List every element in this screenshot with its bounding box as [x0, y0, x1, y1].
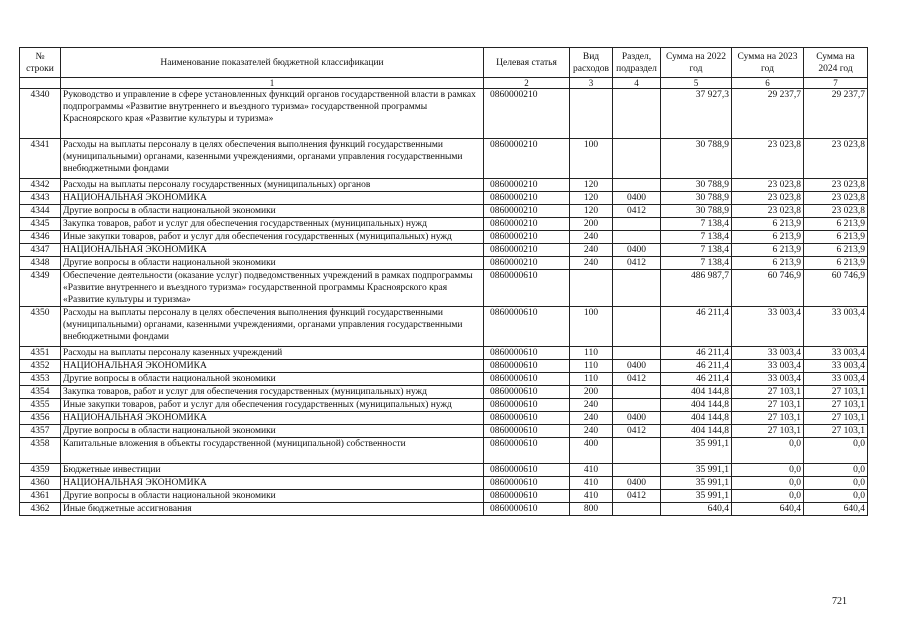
indicator-name: Другие вопросы в области национальной экономики [61, 490, 484, 503]
expense-type: 410 [570, 464, 613, 477]
expense-type: 240 [570, 244, 613, 257]
budget-table [19, 47, 868, 516]
sum-2024: 0,0 [804, 464, 868, 477]
expense-type [570, 270, 613, 307]
table-row [20, 412, 868, 425]
section-code [613, 399, 661, 412]
expense-type: 410 [570, 477, 613, 490]
table-row [20, 464, 868, 477]
table-row [20, 438, 868, 464]
target-article: 0860000210 [484, 231, 570, 244]
indicator-name: Капитальные вложения в объекты государственной (муниципальной) собственности [61, 438, 484, 464]
sum-2022: 35 991,1 [661, 438, 732, 464]
indicator-name: Другие вопросы в области национальной экономики [61, 205, 484, 218]
sum-2022: 30 788,9 [661, 139, 732, 179]
table-row [20, 179, 868, 192]
expense-type: 240 [570, 257, 613, 270]
row-number: 4351 [20, 347, 61, 360]
sum-2024: 6 213,9 [804, 231, 868, 244]
section-code [613, 503, 661, 516]
row-number: 4347 [20, 244, 61, 257]
target-article: 0860000610 [484, 360, 570, 373]
column-number-row [20, 78, 868, 89]
table-row [20, 205, 868, 218]
table-row [20, 490, 868, 503]
target-article: 0860000210 [484, 257, 570, 270]
sum-2023: 33 003,4 [732, 360, 804, 373]
row-number: 4357 [20, 425, 61, 438]
expense-type [570, 89, 613, 139]
target-article: 0860000210 [484, 89, 570, 139]
target-article: 0860000210 [484, 205, 570, 218]
sum-2022: 7 138,4 [661, 257, 732, 270]
table-row [20, 257, 868, 270]
indicator-name: Иные бюджетные ассигнования [61, 503, 484, 516]
sum-2022: 640,4 [661, 503, 732, 516]
target-article: 0860000610 [484, 373, 570, 386]
sum-2023: 6 213,9 [732, 218, 804, 231]
table-header-row [20, 48, 868, 78]
row-number: 4358 [20, 438, 61, 464]
header-indicator-name: Наименование показателей бюджетной классификации [61, 48, 484, 78]
row-number: 4350 [20, 307, 61, 347]
sum-2022: 7 138,4 [661, 244, 732, 257]
expense-type: 110 [570, 373, 613, 386]
table-row [20, 139, 868, 179]
target-article: 0860000210 [484, 179, 570, 192]
table-row [20, 244, 868, 257]
sum-2022: 404 144,8 [661, 386, 732, 399]
indicator-name: Расходы на выплаты персоналу в целях обеспечения выполнения функций государственными (муниципальными) органами, казенными учреждениями, органами управления государственными внебюджетными фондами [61, 139, 484, 179]
target-article: 0860000610 [484, 477, 570, 490]
section-code: 0400 [613, 412, 661, 425]
target-article: 0860000610 [484, 503, 570, 516]
sum-2022: 35 991,1 [661, 477, 732, 490]
indicator-name: Закупка товаров, работ и услуг для обеспечения государственных (муниципальных) нужд [61, 218, 484, 231]
sum-2024: 0,0 [804, 477, 868, 490]
sum-2022: 46 211,4 [661, 373, 732, 386]
sum-2022: 35 991,1 [661, 490, 732, 503]
target-article: 0860000610 [484, 386, 570, 399]
section-code: 0400 [613, 192, 661, 205]
sum-2024: 27 103,1 [804, 386, 868, 399]
header-target-article: Целевая статья [484, 48, 570, 78]
section-code: 0400 [613, 477, 661, 490]
section-code [613, 139, 661, 179]
expense-type: 100 [570, 307, 613, 347]
section-code [613, 218, 661, 231]
sum-2023: 29 237,7 [732, 89, 804, 139]
sum-2022: 30 788,9 [661, 179, 732, 192]
sum-2023: 33 003,4 [732, 347, 804, 360]
table-row [20, 307, 868, 347]
column-number: 2 [484, 78, 570, 89]
row-number: 4362 [20, 503, 61, 516]
row-number: 4359 [20, 464, 61, 477]
row-number: 4349 [20, 270, 61, 307]
column-number: 3 [570, 78, 613, 89]
indicator-name: Другие вопросы в области национальной экономики [61, 257, 484, 270]
row-number: 4355 [20, 399, 61, 412]
row-number: 4345 [20, 218, 61, 231]
row-number: 4352 [20, 360, 61, 373]
sum-2023: 27 103,1 [732, 399, 804, 412]
indicator-name: Руководство и управление в сфере установленных функций органов государственной власти в рамках подпрограммы «Развитие внутреннего и въездного туризма» государственной программы Красноярского края «Развитие культуры и туризма» [61, 89, 484, 139]
section-code [613, 231, 661, 244]
sum-2024: 0,0 [804, 490, 868, 503]
sum-2022: 404 144,8 [661, 399, 732, 412]
sum-2024: 23 023,8 [804, 205, 868, 218]
sum-2024: 29 237,7 [804, 89, 868, 139]
sum-2024: 640,4 [804, 503, 868, 516]
sum-2024: 23 023,8 [804, 192, 868, 205]
sum-2023: 33 003,4 [732, 373, 804, 386]
table-row [20, 373, 868, 386]
table-row [20, 503, 868, 516]
table-row [20, 425, 868, 438]
expense-type: 200 [570, 218, 613, 231]
row-number: 4341 [20, 139, 61, 179]
indicator-name: Обеспечение деятельности (оказание услуг) подведомственных учреждений в рамках подпрограммы «Развитие внутреннего и въездного туризма» государственной программы Красноярского края «Развитие культуры и туризма» [61, 270, 484, 307]
row-number: 4343 [20, 192, 61, 205]
sum-2022: 30 788,9 [661, 205, 732, 218]
indicator-name: НАЦИОНАЛЬНАЯ ЭКОНОМИКА [61, 192, 484, 205]
header-sum-2022: Сумма на 2022 год [661, 48, 732, 78]
target-article: 0860000610 [484, 270, 570, 307]
table-row [20, 386, 868, 399]
sum-2022: 35 991,1 [661, 464, 732, 477]
row-number: 4342 [20, 179, 61, 192]
sum-2023: 27 103,1 [732, 386, 804, 399]
indicator-name: Иные закупки товаров, работ и услуг для обеспечения государственных (муниципальных) нужд [61, 399, 484, 412]
indicator-name: НАЦИОНАЛЬНАЯ ЭКОНОМИКА [61, 244, 484, 257]
table-row [20, 89, 868, 139]
indicator-name: Закупка товаров, работ и услуг для обеспечения государственных (муниципальных) нужд [61, 386, 484, 399]
sum-2024: 60 746,9 [804, 270, 868, 307]
sum-2023: 23 023,8 [732, 139, 804, 179]
sum-2022: 37 927,3 [661, 89, 732, 139]
target-article: 0860000610 [484, 412, 570, 425]
section-code: 0412 [613, 490, 661, 503]
section-code [613, 464, 661, 477]
sum-2022: 46 211,4 [661, 307, 732, 347]
expense-type: 120 [570, 205, 613, 218]
expense-type: 240 [570, 399, 613, 412]
indicator-name: Расходы на выплаты персоналу государственных (муниципальных) органов [61, 179, 484, 192]
sum-2024: 0,0 [804, 438, 868, 464]
table-row [20, 477, 868, 490]
expense-type: 240 [570, 425, 613, 438]
header-sum-2023: Сумма на 2023 год [732, 48, 804, 78]
target-article: 0860000610 [484, 438, 570, 464]
sum-2023: 23 023,8 [732, 179, 804, 192]
target-article: 0860000610 [484, 464, 570, 477]
sum-2023: 0,0 [732, 490, 804, 503]
section-code: 0400 [613, 360, 661, 373]
sum-2022: 46 211,4 [661, 360, 732, 373]
sum-2022: 7 138,4 [661, 218, 732, 231]
sum-2023: 60 746,9 [732, 270, 804, 307]
column-number: 1 [61, 78, 484, 89]
table-row [20, 347, 868, 360]
sum-2023: 6 213,9 [732, 257, 804, 270]
row-number: 4348 [20, 257, 61, 270]
sum-2022: 486 987,7 [661, 270, 732, 307]
row-number: 4346 [20, 231, 61, 244]
header-section: Раздел, подраздел [613, 48, 661, 78]
column-number: 5 [661, 78, 732, 89]
sum-2024: 27 103,1 [804, 412, 868, 425]
header-expense-type: Вид расходов [570, 48, 613, 78]
expense-type: 240 [570, 231, 613, 244]
sum-2024: 23 023,8 [804, 139, 868, 179]
indicator-name: НАЦИОНАЛЬНАЯ ЭКОНОМИКА [61, 360, 484, 373]
sum-2022: 7 138,4 [661, 231, 732, 244]
table-row [20, 192, 868, 205]
header-row-number: № строки [20, 48, 61, 78]
sum-2024: 23 023,8 [804, 179, 868, 192]
section-code [613, 386, 661, 399]
indicator-name: Бюджетные инвестиции [61, 464, 484, 477]
target-article: 0860000210 [484, 192, 570, 205]
row-number: 4356 [20, 412, 61, 425]
sum-2022: 404 144,8 [661, 412, 732, 425]
indicator-name: НАЦИОНАЛЬНАЯ ЭКОНОМИКА [61, 412, 484, 425]
indicator-name: НАЦИОНАЛЬНАЯ ЭКОНОМИКА [61, 477, 484, 490]
row-number: 4354 [20, 386, 61, 399]
table-row [20, 218, 868, 231]
table-row [20, 231, 868, 244]
sum-2023: 33 003,4 [732, 307, 804, 347]
column-number: 7 [804, 78, 868, 89]
row-number: 4360 [20, 477, 61, 490]
section-code: 0412 [613, 205, 661, 218]
sum-2023: 640,4 [732, 503, 804, 516]
header-sum-2024: Сумма на 2024 год [804, 48, 868, 78]
indicator-name: Другие вопросы в области национальной экономики [61, 373, 484, 386]
sum-2023: 6 213,9 [732, 231, 804, 244]
section-code: 0400 [613, 244, 661, 257]
section-code: 0412 [613, 257, 661, 270]
column-number [20, 78, 61, 89]
sum-2022: 404 144,8 [661, 425, 732, 438]
target-article: 0860000610 [484, 490, 570, 503]
sum-2024: 33 003,4 [804, 373, 868, 386]
sum-2023: 27 103,1 [732, 425, 804, 438]
page-number: 721 [832, 596, 847, 607]
sum-2024: 6 213,9 [804, 218, 868, 231]
section-code: 0412 [613, 425, 661, 438]
target-article: 0860000610 [484, 399, 570, 412]
expense-type: 100 [570, 139, 613, 179]
expense-type: 410 [570, 490, 613, 503]
row-number: 4340 [20, 89, 61, 139]
section-code [613, 307, 661, 347]
sum-2023: 23 023,8 [732, 192, 804, 205]
sum-2022: 30 788,9 [661, 192, 732, 205]
target-article: 0860000210 [484, 139, 570, 179]
column-number: 4 [613, 78, 661, 89]
table-row [20, 360, 868, 373]
table-row [20, 399, 868, 412]
expense-type: 110 [570, 347, 613, 360]
expense-type: 400 [570, 438, 613, 464]
section-code: 0412 [613, 373, 661, 386]
sum-2023: 27 103,1 [732, 412, 804, 425]
section-code [613, 347, 661, 360]
indicator-name: Расходы на выплаты персоналу в целях обеспечения выполнения функций государственными (муниципальными) органами, казенными учреждениями, органами управления государственными внебюджетными фондами [61, 307, 484, 347]
target-article: 0860000610 [484, 307, 570, 347]
target-article: 0860000210 [484, 218, 570, 231]
expense-type: 110 [570, 360, 613, 373]
sum-2023: 23 023,8 [732, 205, 804, 218]
row-number: 4344 [20, 205, 61, 218]
sum-2023: 6 213,9 [732, 244, 804, 257]
sum-2023: 0,0 [732, 477, 804, 490]
section-code [613, 270, 661, 307]
expense-type: 240 [570, 412, 613, 425]
sum-2024: 27 103,1 [804, 425, 868, 438]
column-number: 6 [732, 78, 804, 89]
expense-type: 120 [570, 192, 613, 205]
table-row [20, 270, 868, 307]
sum-2024: 6 213,9 [804, 244, 868, 257]
sum-2024: 6 213,9 [804, 257, 868, 270]
sum-2024: 33 003,4 [804, 360, 868, 373]
sum-2023: 0,0 [732, 464, 804, 477]
section-code [613, 438, 661, 464]
target-article: 0860000610 [484, 425, 570, 438]
section-code [613, 89, 661, 139]
expense-type: 120 [570, 179, 613, 192]
sum-2024: 33 003,4 [804, 307, 868, 347]
expense-type: 200 [570, 386, 613, 399]
target-article: 0860000610 [484, 347, 570, 360]
indicator-name: Расходы на выплаты персоналу казенных учреждений [61, 347, 484, 360]
section-code [613, 179, 661, 192]
indicator-name: Иные закупки товаров, работ и услуг для обеспечения государственных (муниципальных) нужд [61, 231, 484, 244]
sum-2022: 46 211,4 [661, 347, 732, 360]
row-number: 4361 [20, 490, 61, 503]
expense-type: 800 [570, 503, 613, 516]
sum-2023: 0,0 [732, 438, 804, 464]
target-article: 0860000210 [484, 244, 570, 257]
row-number: 4353 [20, 373, 61, 386]
sum-2024: 27 103,1 [804, 399, 868, 412]
sum-2024: 33 003,4 [804, 347, 868, 360]
indicator-name: Другие вопросы в области национальной экономики [61, 425, 484, 438]
